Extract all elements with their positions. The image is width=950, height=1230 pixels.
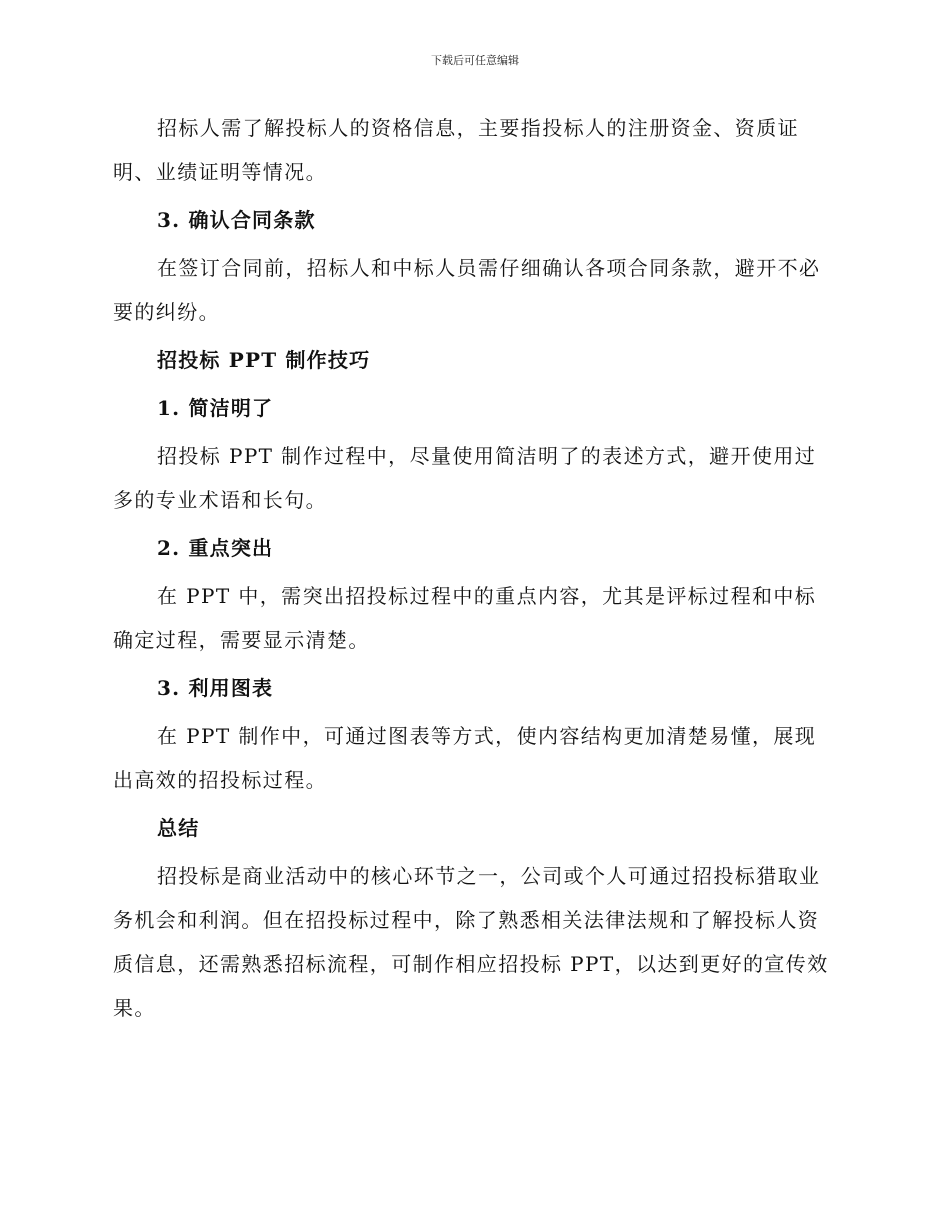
heading-concise: 1. 简洁明了 — [157, 396, 274, 420]
heading-use-charts: 3. 利用图表 — [157, 676, 274, 700]
paragraph-concise: 招投标 PPT 制作过程中，尽量使用简洁明了的表述方式，避开使用过多的专业术语和长句。 — [113, 444, 817, 512]
heading-confirm-contract-terms: 3. 确认合同条款 — [157, 208, 316, 232]
paragraph-highlight: 在 PPT 中，需突出招投标过程中的重点内容，尤其是评标过程和中标确定过程，需要显示清楚。 — [113, 584, 817, 652]
paragraph-use-charts: 在 PPT 制作中，可通过图表等方式，使内容结构更加清楚易懂，展现出高效的招投标过程。 — [113, 724, 817, 792]
paragraph-summary: 招投标是商业活动中的核心环节之一，公司或个人可通过招投标猎取业务机会和利润。但在招投标过程中，除了熟悉相关法律法规和了解投标人资质信息，还需熟悉招标流程，可制作相应招投标 PPT，以达到更好的宣传效果。 — [113, 864, 829, 1020]
document-body — [113, 106, 835, 1034]
paragraph-qualification-info: 招标人需了解投标人的资格信息，主要指投标人的注册资金、资质证明、业绩证明等情况。 — [113, 116, 799, 184]
heading-summary: 总结 — [157, 816, 200, 840]
heading-highlight: 2. 重点突出 — [157, 536, 274, 560]
paragraph-contract-terms: 在签订合同前，招标人和中标人员需仔细确认各项合同条款，避开不必要的纠纷。 — [113, 256, 821, 324]
page-header: 下载后可任意编辑 — [431, 54, 519, 67]
heading-ppt-tips: 招投标 PPT 制作技巧 — [157, 348, 371, 372]
